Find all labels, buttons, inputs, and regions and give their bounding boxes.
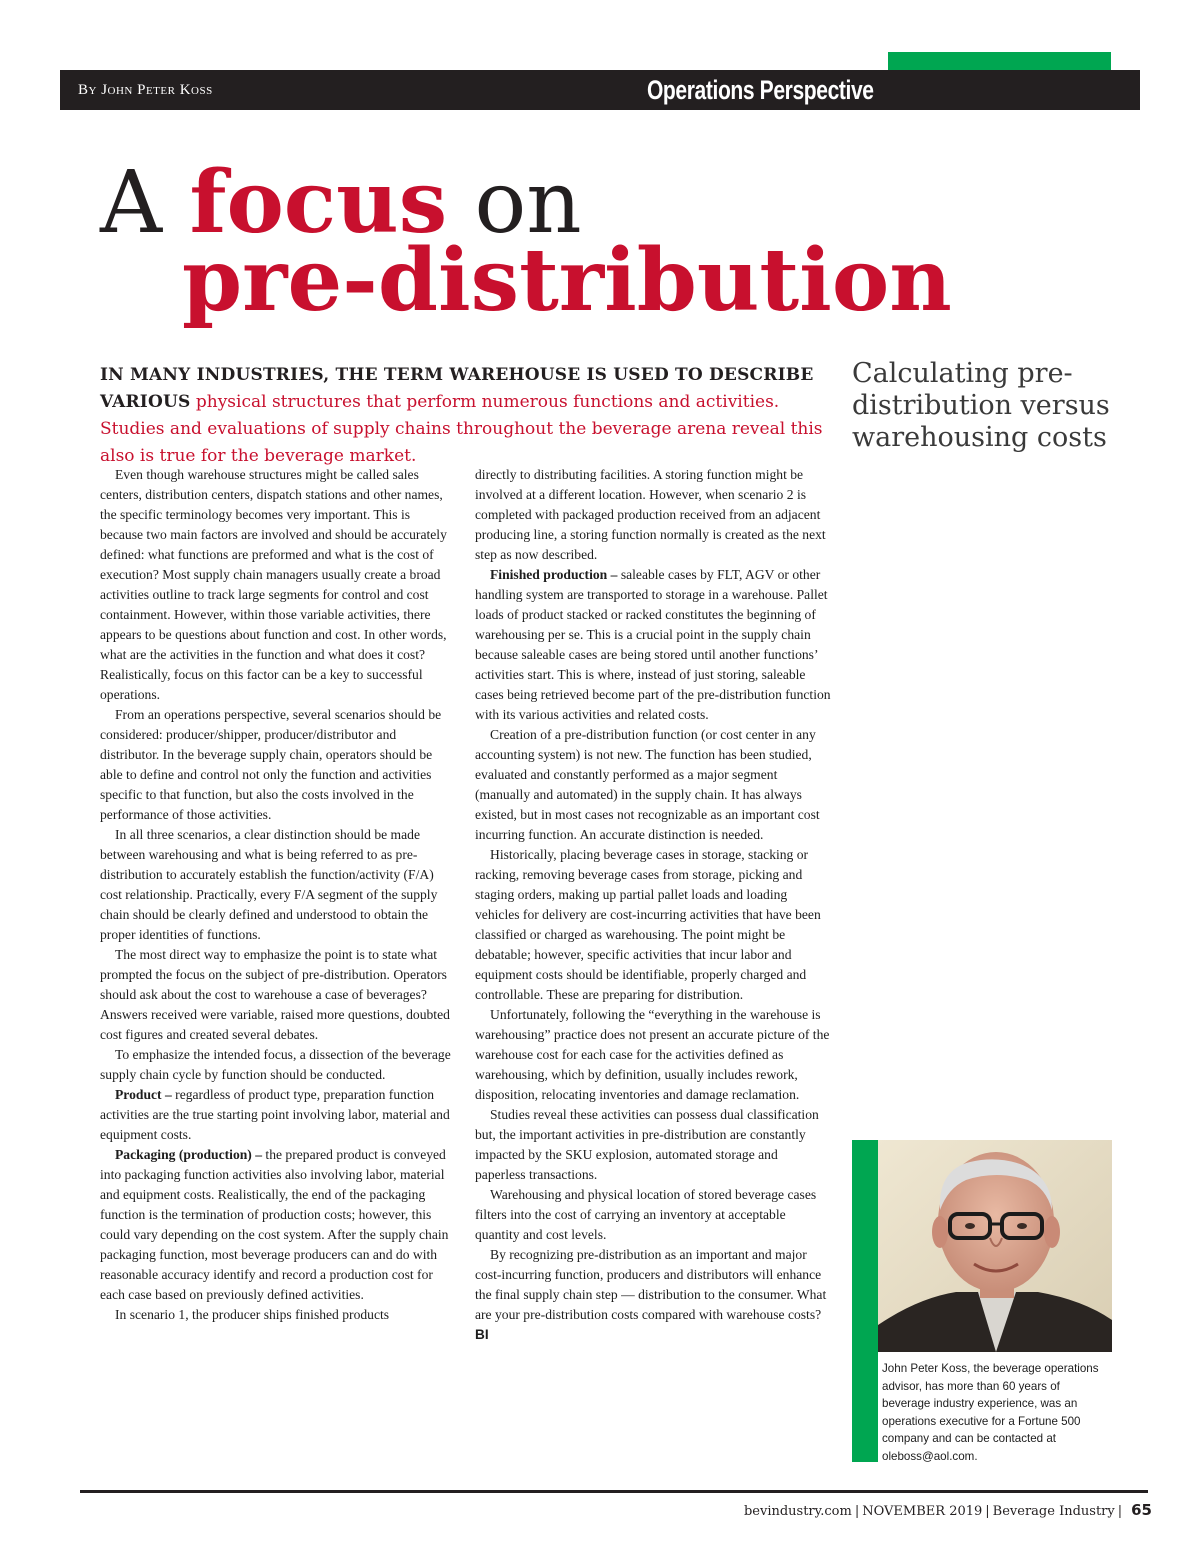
paragraph: Studies reveal these activities can possess dual classification but, the important activities in pre-distribution are constantly impacted by the SKU explosion, automated storage and paperless transactions. bbox=[475, 1107, 819, 1182]
footer-publication: Beverage Industry bbox=[992, 1504, 1115, 1519]
headline-word-focus: focus bbox=[189, 152, 448, 253]
headline-word-a: A bbox=[100, 153, 163, 253]
page-number: 65 bbox=[1131, 1501, 1152, 1519]
run-in-head: Finished production – bbox=[490, 567, 618, 582]
paragraph: In scenario 1, the producer ships finished products bbox=[115, 1307, 390, 1322]
page-footer: bevindustry.com | NOVEMBER 2019 | Beverage Industry | 65 bbox=[743, 1501, 1152, 1519]
section-title: Operations Perspective bbox=[647, 75, 874, 105]
headline-word-on: on bbox=[474, 153, 582, 253]
paragraph: Finished production – saleable cases by FLT, AGV or other handling system are transported to storage in a warehouse. Pallet loads of product stacked or racked constitutes the beginning of warehousing per se. This is a crucial point in the supply chain because saleable cases are being stored until another functions’ activities start. This is where, instead of just storing, saleable cases being retrieved become part of the pre-distribution function with its various activities and related costs. bbox=[475, 567, 831, 722]
author-photo bbox=[878, 1140, 1112, 1352]
run-in-head: Packaging (production) – bbox=[115, 1147, 263, 1162]
footer-issue: NOVEMBER 2019 bbox=[862, 1504, 983, 1519]
lead-paragraph bbox=[100, 362, 832, 470]
article-deck: Calculating pre-distribution versus warehousing costs bbox=[852, 358, 1110, 453]
header-bar bbox=[60, 70, 1140, 110]
paragraph: By recognizing pre-distribution as an important and major cost-incurring function, producers and distributors will enhance the final supply chain step — distribution to the consumer. What are your pre-distribution costs compared with warehouse costs? BI bbox=[475, 1247, 827, 1342]
footer-site: bevindustry.com bbox=[743, 1504, 852, 1519]
paragraph: From an operations perspective, several scenarios should be considered: producer/shipper, producer/distributor and distributor. In the beverage supply chain, operators should be able to define and control not only the function and activities specific to that function, but also the costs involved in the performance of those activities. bbox=[100, 707, 442, 822]
byline: By John Peter Koss bbox=[78, 82, 213, 98]
body-column-1 bbox=[100, 465, 456, 1325]
author-box bbox=[852, 1140, 1112, 1462]
headline-line-2: pre-distribution bbox=[182, 230, 952, 331]
paragraph: In all three scenarios, a clear distinction should be made between warehousing and what is being referred to as pre-distribution to accurately establish the function/activity (F/A) cost relationship. Practically, every F/A segment of the supply chain should be clearly defined and understood to obtain the proper identities of functions. bbox=[100, 827, 438, 942]
paragraph: Even though warehouse structures might be called sales centers, distribution centers, dispatch stations and other names, the specific terminology becomes very important. This is because two main factors are involved and should be accurately defined: what functions are preformed and what is the cost of execution? Most supply chain managers usually create a broad activities outline to track large segments for control and cost containment. However, within those variable activities, there appears to be questions about function and cost. In other words, what are the activities in the function and what does it cost? Realistically, focus on this factor can be a key to successful operations. bbox=[100, 467, 447, 702]
paragraph: Historically, placing beverage cases in storage, stacking or racking, removing beverage cases from storage, picking and staging orders, making up partial pallet loads and loading vehicles for delivery are cost-incurring activities that have been classified or charged as warehousing. The point might be debatable; however, specific activities that incur labor and equipment costs should be identifiable, properly charged and controllable. These are preparing for distribution. bbox=[475, 847, 821, 1002]
article-headline bbox=[100, 152, 1100, 331]
run-in-head: Product – bbox=[115, 1087, 172, 1102]
end-mark: BI bbox=[475, 1327, 489, 1342]
paragraph: Product – regardless of product type, preparation function activities are the true starting point involving labor, material and equipment costs. bbox=[100, 1087, 450, 1142]
footer-rule bbox=[80, 1490, 1148, 1493]
paragraph: To emphasize the intended focus, a dissection of the beverage supply chain cycle by function should be conducted. bbox=[100, 1047, 451, 1082]
paragraph: Packaging (production) – the prepared product is conveyed into packaging function activities also involving labor, material and equipment costs. Realistically, the end of the packaging function is the termination of production costs; however, this could vary depending on the cost system. After the supply chain packaging function, most beverage producers can and do with reasonable accuracy identify and record a production cost for each case based on previously defined activities. bbox=[100, 1147, 449, 1302]
paragraph: Unfortunately, following the “everything in the warehouse is warehousing” practice does not present an accurate picture of the warehouse cost for each case for the activities defined as warehousing, which by definition, usually includes rework, disposition, relocating inventories and damage reclamation. bbox=[475, 1007, 830, 1102]
paragraph: Warehousing and physical location of stored beverage cases filters into the cost of carrying an inventory at acceptable quantity and cost levels. bbox=[475, 1187, 817, 1242]
lead-text: physical structures that perform numerous functions and activities. Studies and evaluations of supply chains throughout the beverage arena reveal this also is true for the beverage market. bbox=[100, 392, 823, 466]
lead-caps: IN MANY INDUSTRIES, THE TERM WAREHOUSE IS USED TO DESCRIBE VARIOUS bbox=[100, 365, 814, 412]
body-column-2 bbox=[475, 465, 831, 1345]
paragraph: directly to distributing facilities. A storing function might be involved at a different location. However, when scenario 2 is completed with packaged production received from an adjacent producing line, a storing function normally is created as the next step as now described. bbox=[475, 467, 826, 562]
author-bio: John Peter Koss, the beverage operations advisor, has more than 60 years of beverage industry experience, was an operations executive for a Fortune 500 company and can be contacted at oleboss@aol.com. bbox=[882, 1362, 1099, 1463]
paragraph: Creation of a pre-distribution function (or cost center in any accounting system) is not new. The function has been studied, evaluated and constantly performed as a major segment (manually and automated) in the supply chain. It has always existed, but in most cases not recognizable as an important cost incurring function. An accurate distinction is needed. bbox=[475, 727, 820, 842]
paragraph: The most direct way to emphasize the point is to state what prompted the focus on the subject of pre-distribution. Operators should ask about the cost to warehouse a case of beverages? Answers received were variable, raised more questions, doubted cost figures and created several debates. bbox=[100, 947, 450, 1042]
